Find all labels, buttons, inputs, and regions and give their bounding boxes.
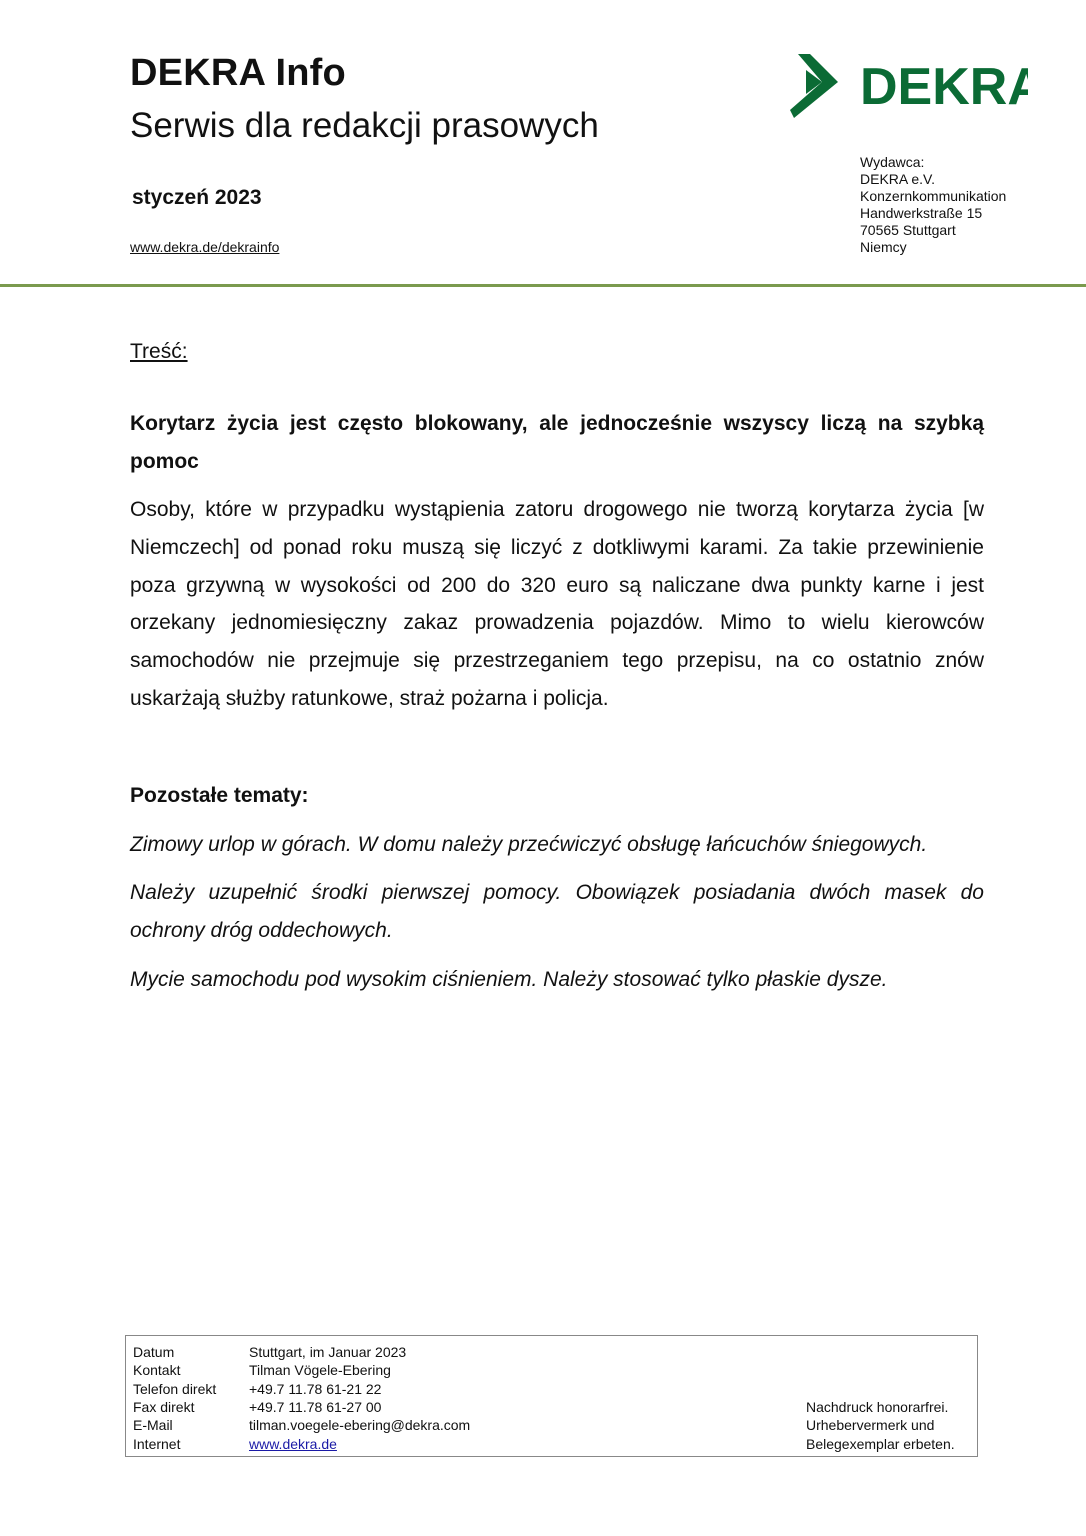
contact-value-email: tilman.voegele-ebering@dekra.com xyxy=(249,1417,471,1434)
other-topics-heading: Pozostałe tematy: xyxy=(130,784,309,807)
contact-value-phone: +49.7 11.78 61-21 22 xyxy=(249,1380,382,1397)
publisher-line: 70565 Stuttgart xyxy=(860,222,956,238)
contact-internet-link[interactable]: www.dekra.de xyxy=(249,1435,337,1452)
contents-label: Treść: xyxy=(130,340,188,363)
contact-label-internet: Internet xyxy=(133,1435,181,1452)
other-topic-item: Zimowy urlop w górach. W domu należy przećwiczyć obsługę łańcuchów śniegowych. xyxy=(130,833,928,856)
contact-value-contact: Tilman Vögele-Ebering xyxy=(249,1362,391,1379)
contact-label-fax: Fax direkt xyxy=(133,1398,195,1415)
contact-box xyxy=(125,1335,978,1457)
publisher-line: Wydawca: xyxy=(860,154,925,170)
issue-date: styczeń 2023 xyxy=(132,186,262,209)
contact-label-email: E-Mail xyxy=(133,1417,173,1434)
publisher-line: Konzernkommunikation xyxy=(860,188,1007,204)
article-body: Osoby, które w przypadku wystąpienia zatoru drogowego nie tworzą korytarza życia [w Niemczech] od ponad roku muszą się liczyć z dotkliwymi karami. Za takie przewinienie poza grzywną w wysokości od 200 do 320 euro są naliczane dwa punkty karne i jest orzekany jednomiesięczny zakaz prowadzenia pojazdów. Mimo to wielu kierowców samochodów nie przejmuje się przestrzeganiem tego przepisu, na co ostatnio znów uskarżają służby ratunkowe, straż pożarna i policja. xyxy=(130,498,984,710)
article-heading: Korytarz życia jest często blokowany, ale jednocześnie wszyscy liczą na szybką pomoc xyxy=(130,412,984,473)
website-link[interactable]: www.dekra.de/dekrainfo xyxy=(130,239,280,255)
contact-value-date: Stuttgart, im Januar 2023 xyxy=(249,1344,407,1360)
publisher-block xyxy=(860,154,1006,256)
page-subtitle: Serwis dla redakcji prasowych xyxy=(130,106,599,145)
contact-value-fax: +49.7 11.78 61-27 00 xyxy=(249,1398,382,1415)
reprint-note xyxy=(806,1398,955,1453)
reprint-note-line: Urhebervermerk und xyxy=(806,1417,935,1434)
reprint-note-line: Nachdruck honorarfrei. xyxy=(806,1399,949,1415)
contact-label-contact: Kontakt xyxy=(133,1362,181,1379)
dekra-logo-icon xyxy=(788,52,1028,122)
publisher-line: DEKRA e.V. xyxy=(860,171,935,187)
publisher-line: Handwerkstraße 15 xyxy=(860,205,983,221)
dekra-logo xyxy=(788,52,1028,122)
other-topic-item: Mycie samochodu pod wysokim ciśnieniem. Należy stosować tylko płaskie dysze. xyxy=(130,968,888,991)
header-divider xyxy=(0,284,1086,287)
page-title: DEKRA Info xyxy=(130,52,346,94)
logo-wordmark: DEKRA xyxy=(860,58,1028,116)
reprint-note-line: Belegexemplar erbeten. xyxy=(806,1435,955,1452)
contact-label-phone: Telefon direkt xyxy=(133,1380,217,1397)
other-topic-item: Należy uzupełnić środki pierwszej pomocy. Obowiązek posiadania dwóch masek do ochrony dróg oddechowych. xyxy=(130,881,984,942)
contact-label-date: Datum xyxy=(133,1344,175,1360)
publisher-line: Niemcy xyxy=(860,239,907,255)
